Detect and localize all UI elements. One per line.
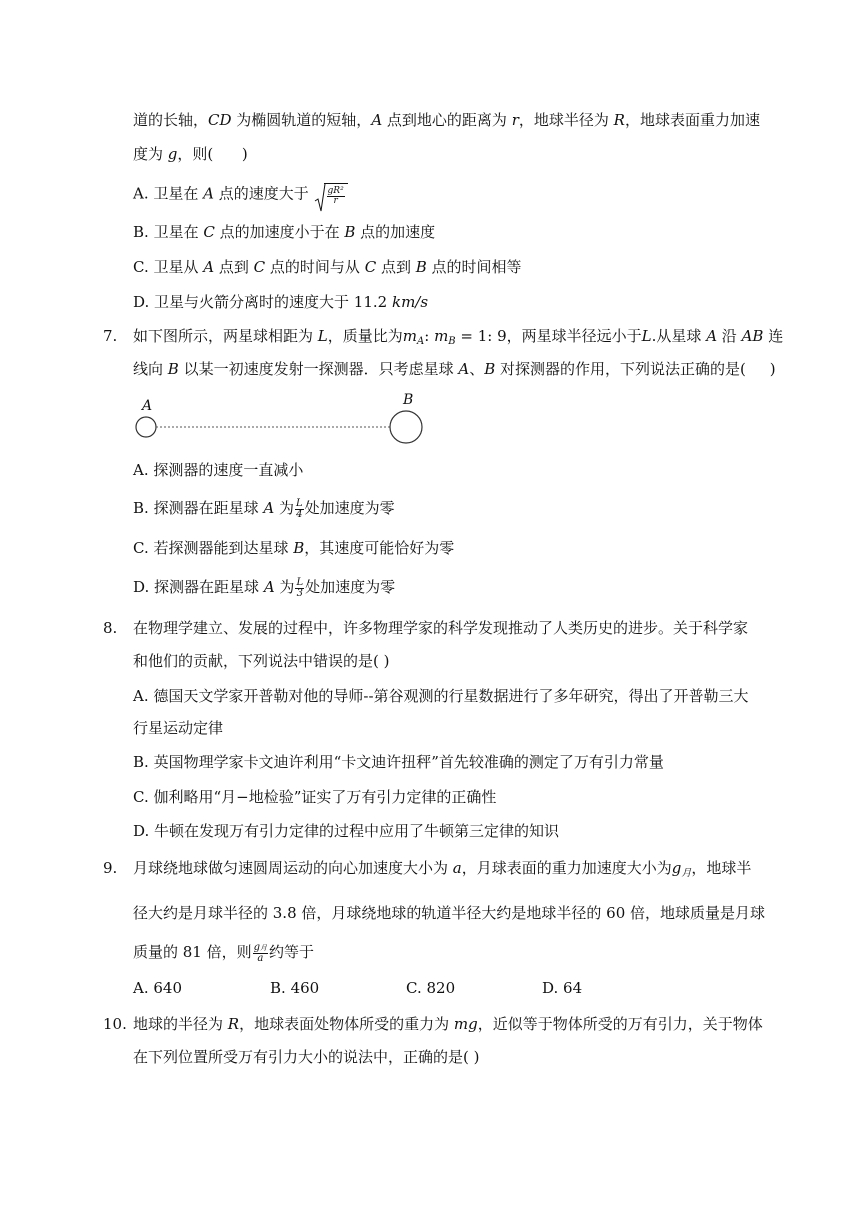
q7-option-d: D. 探测器在距星球 A 为 $\frac{L}{3}$ 处加速度为零 (133, 576, 396, 599)
sqrt-gr2-over-r-formula: $\frac{\text{gR²}}{r}$ (314, 183, 348, 206)
q6-stem-line1: 道的长轴，CD 为椭圆轨道的短轴，A 点到地心的距离为 r，地球半径为 R，地球表面重力加速 (133, 111, 760, 129)
q10-number: 10. (103, 1015, 127, 1033)
star-a-label: A (142, 398, 153, 414)
q10-stem-line1: 地球的半径为 R，地球表面处物体所受的重力为 mg，近似等于物体所受的万有引力，关于物体 (133, 1015, 763, 1033)
star-b-label: B (403, 392, 414, 408)
option-label: A. (133, 184, 149, 203)
q7-option-b: B. 探测器在距星球 A 为 $\frac{L}{4}$ 处加速度为零 (133, 497, 395, 520)
q8-option-a: A. 德国天文学家开普勒对他的导师--第谷观测的行星数据进行了多年研究，得出了开普勒三大 (133, 687, 749, 705)
q7-option-a: A. 探测器的速度一直减小 (133, 461, 304, 479)
q9-stem-line2: 径大约是月球半径的 3.8 倍，月球绕地球的轨道半径大约是地球半径的 60 倍，地球质量是月球 (133, 904, 766, 922)
q8-number: 8. (103, 619, 118, 637)
q8-option-c: C. 伽利略用“月−地检验”证实了万有引力定律的正确性 (133, 788, 497, 806)
q9-option-b: B. 460 (270, 979, 320, 997)
q7-option-c: C. 若探测器能到达星球 B，其速度可能恰好为零 (133, 539, 455, 557)
q6-option-d: D. 卫星与火箭分离时的速度大于 11.2 km/s (133, 293, 429, 311)
q9-stem-line1: 月球绕地球做匀速圆周运动的向心加速度大小为 a，月球表面的重力加速度大小为$g_月$，地球半 (133, 859, 752, 879)
q9-option-d: D. 64 (542, 979, 583, 997)
q9-stem-line3: 质量的 81 倍，则 $\frac{\text{g月}}{a}$ 约等于 (133, 941, 315, 964)
q8-stem-line2: 和他们的贡献，下列说法中错误的是( ) (133, 652, 390, 670)
q7-stem-line2: 线向 B 以某一初速度发射一探测器．只考虑星球 A、B 对探测器的作用，下列说法正确的是( ) (133, 360, 776, 378)
q10-stem-line2: 在下列位置所受万有引力大小的说法中，正确的是( ) (133, 1048, 480, 1066)
q7-number: 7. (103, 327, 118, 345)
q6-option-b: B. 卫星在 C 点的加速度小于在 B 点的加速度 (133, 223, 436, 241)
q6-option-c: C. 卫星从 A 点到 C 点的时间与从 C 点到 B 点的时间相等 (133, 258, 522, 276)
q7-stem-line1: 如下图所示，两星球相距为 L，质量比为$m_A$: $m_B = 1$: 9，两星球半径远小于L.从星球 A 沿 AB 连 (133, 327, 784, 347)
q8-option-a-continued: 行星运动定律 (133, 719, 224, 737)
q9-number: 9. (103, 859, 118, 877)
q9-option-a: A. 640 (133, 979, 183, 997)
q6-option-a: A. 卫星在 A 点的速度大于 $\frac{\text{gR²}}{r}$ (133, 183, 348, 206)
q8-option-b: B. 英国物理学家卡文迪许利用“卡文迪许扭秤”首先较准确的测定了万有引力常量 (133, 753, 664, 771)
q9-option-c: C. 820 (406, 979, 456, 997)
star-a-circle (136, 417, 156, 437)
two-star-figure (130, 390, 430, 445)
q8-option-d: D. 牛顿在发现万有引力定律的过程中应用了牛顿第三定律的知识 (133, 822, 560, 840)
q6-stem-line2: 度为 g，则( ) (133, 145, 248, 163)
q8-stem-line1: 在物理学建立、发展的过程中，许多物理学家的科学发现推动了人类历史的进步。关于科学家 (133, 619, 749, 637)
star-b-circle (390, 411, 422, 443)
